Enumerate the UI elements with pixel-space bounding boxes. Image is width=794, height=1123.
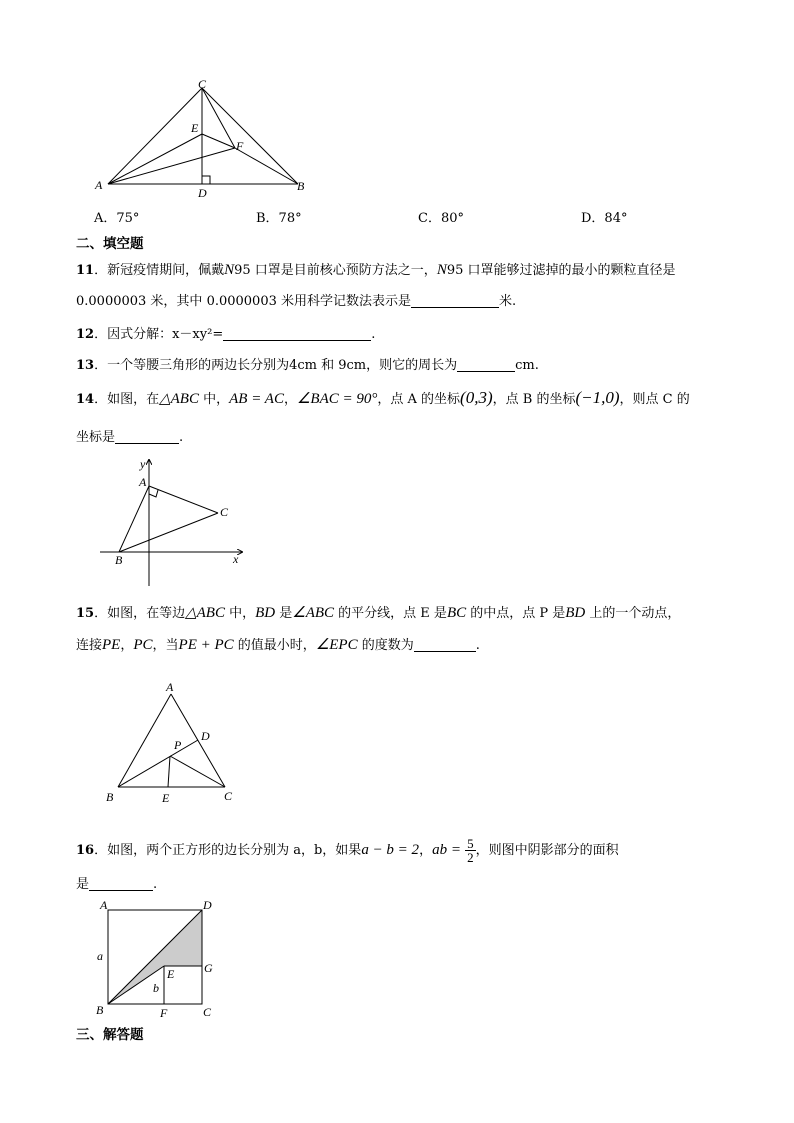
fig16-label-E: E: [167, 967, 175, 981]
fig15-label-E: E: [162, 791, 170, 805]
fig16-label-F: F: [160, 1006, 168, 1020]
fig15-label-C: C: [224, 789, 233, 803]
section-heading-solutions: 三、解答题: [76, 1027, 144, 1043]
question-12: 12．因式分解：x－xy²= .: [76, 327, 376, 342]
fig16-label-G: G: [204, 961, 213, 975]
two-squares-figure: [90, 898, 230, 1020]
question-16-line1: 16．如图，两个正方形的边长分别为 a，b，如果a − b = 2，ab = $\frac{5}{2}$ ，则图中阴影部分的面积: [76, 836, 619, 865]
question-14-line2: 坐标是 .: [76, 430, 184, 445]
question-13: 13．一个等腰三角形的两边长分别为4cm 和 9cm，则它的周长为 cm.: [76, 358, 539, 373]
q12-answer-blank[interactable]: [223, 326, 371, 341]
label-A: A: [95, 178, 103, 192]
fig16-label-b: b: [153, 981, 159, 995]
label-D: D: [198, 186, 207, 200]
option-b: B．78°: [256, 211, 302, 226]
top-triangle-figure: [90, 78, 320, 200]
fig15-label-B: B: [106, 790, 114, 804]
label-E: E: [191, 121, 199, 135]
fig14-label-y: y: [140, 457, 146, 471]
fig16-label-B: B: [96, 1003, 104, 1017]
fig16-label-C: C: [203, 1005, 212, 1019]
question-11-line1: 11．新冠疫情期间，佩戴N95 口罩是目前核心预防方法之一，N95 口罩能够过滤掉的最小的颗粒直径是: [76, 262, 676, 278]
q11-answer-blank[interactable]: [411, 293, 499, 308]
fig16-label-D: D: [203, 898, 212, 912]
fig15-label-A: A: [166, 680, 174, 694]
q14-answer-blank[interactable]: [115, 429, 179, 444]
fig15-label-D: D: [201, 729, 210, 743]
fraction-5-over-2: $\frac{5}{2}$: [467, 836, 474, 865]
option-a: A．75°: [94, 211, 140, 226]
label-F: F: [236, 139, 244, 153]
fig15-label-P: P: [174, 738, 182, 752]
section-heading-fill-in: 二、填空题: [76, 236, 144, 252]
question-14-line1: 14．如图，在△ABC 中，AB = AC，∠BAC = 90°，点 A 的坐标(0,3)，点 B 的坐标(−1,0)，则点 C 的: [76, 388, 690, 407]
fig16-label-A: A: [100, 898, 108, 912]
label-B: B: [297, 179, 305, 193]
q11-number: 11: [76, 263, 95, 278]
q16-answer-blank[interactable]: [89, 876, 153, 891]
question-15-line1: 15．如图，在等边△ABC 中，BD 是∠ABC 的平分线，点 E 是BC 的中点，点 P 是BD 上的一个动点，: [76, 605, 681, 621]
q15-answer-blank[interactable]: [414, 637, 476, 652]
fig14-label-B: B: [115, 553, 123, 567]
fig14-label-A: A: [139, 475, 147, 489]
fig16-label-a: a: [97, 949, 103, 963]
question-15-line2: 连接PE，PC，当PE + PC 的值最小时，∠EPC 的度数为 .: [76, 637, 480, 653]
fig14-label-x: x: [233, 552, 239, 566]
option-c: C．80°: [418, 211, 464, 226]
equilateral-triangle-figure: [98, 674, 248, 810]
question-16-line2: 是 .: [76, 877, 158, 892]
option-d: D．84°: [581, 211, 628, 226]
coordinate-figure: [96, 456, 256, 588]
fig14-label-C: C: [220, 505, 229, 519]
label-C: C: [198, 78, 207, 91]
question-11-line2: 0.0000003 米，其中 0.0000003 米用科学记数法表示是 米.: [76, 294, 517, 309]
q13-answer-blank[interactable]: [457, 357, 515, 372]
